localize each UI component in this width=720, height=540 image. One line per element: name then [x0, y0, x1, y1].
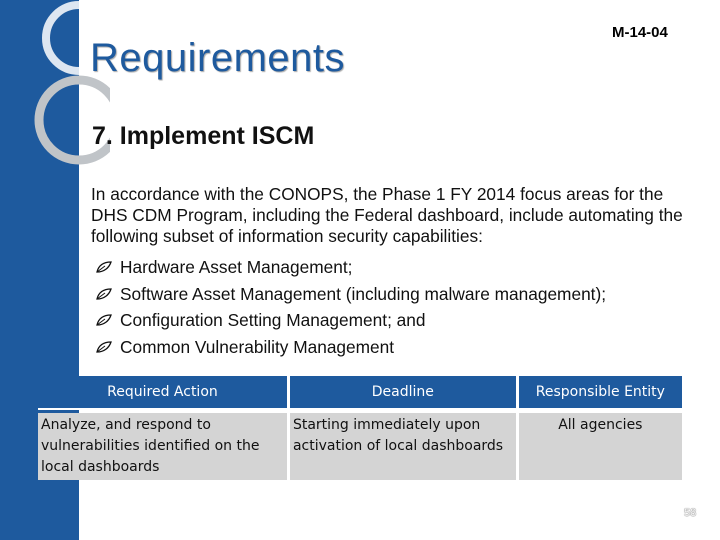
- bullet-leaf-icon: [96, 314, 112, 326]
- list-item: Software Asset Management (including malware management);: [96, 281, 606, 308]
- list-item: Configuration Setting Management; and: [96, 307, 606, 334]
- intro-paragraph: In accordance with the CONOPS, the Phase 1 FY 2014 focus areas for the DHS CDM Program, including the Federal dashboard, include automating the following subset of information security capabilities:: [91, 184, 683, 246]
- decorative-circles: [0, 0, 110, 200]
- column-header-deadline: Deadline: [290, 376, 516, 410]
- cell-deadline: Starting immediately upon activation of local dashboards: [290, 413, 516, 480]
- bullet-leaf-icon: [96, 341, 112, 353]
- page-title: Requirements: [90, 36, 346, 80]
- document-code: M-14-04: [612, 24, 668, 41]
- requirements-table: [35, 373, 685, 483]
- section-heading: 7. Implement ISCM: [92, 122, 315, 150]
- table-row: [38, 413, 682, 480]
- list-item: Hardware Asset Management;: [96, 254, 606, 281]
- column-header-required-action: Required Action: [38, 376, 287, 410]
- capability-list: [96, 254, 606, 360]
- table-header-row: [38, 376, 682, 410]
- cell-responsible-entity: All agencies: [519, 413, 682, 480]
- page-number: 58: [684, 507, 697, 519]
- column-header-responsible-entity: Responsible Entity: [519, 376, 682, 410]
- list-item: Common Vulnerability Management: [96, 334, 606, 361]
- cell-required-action: Analyze, and respond to vulnerabilities identified on the local dashboards: [38, 413, 287, 480]
- bullet-leaf-icon: [96, 288, 112, 300]
- bullet-leaf-icon: [96, 261, 112, 273]
